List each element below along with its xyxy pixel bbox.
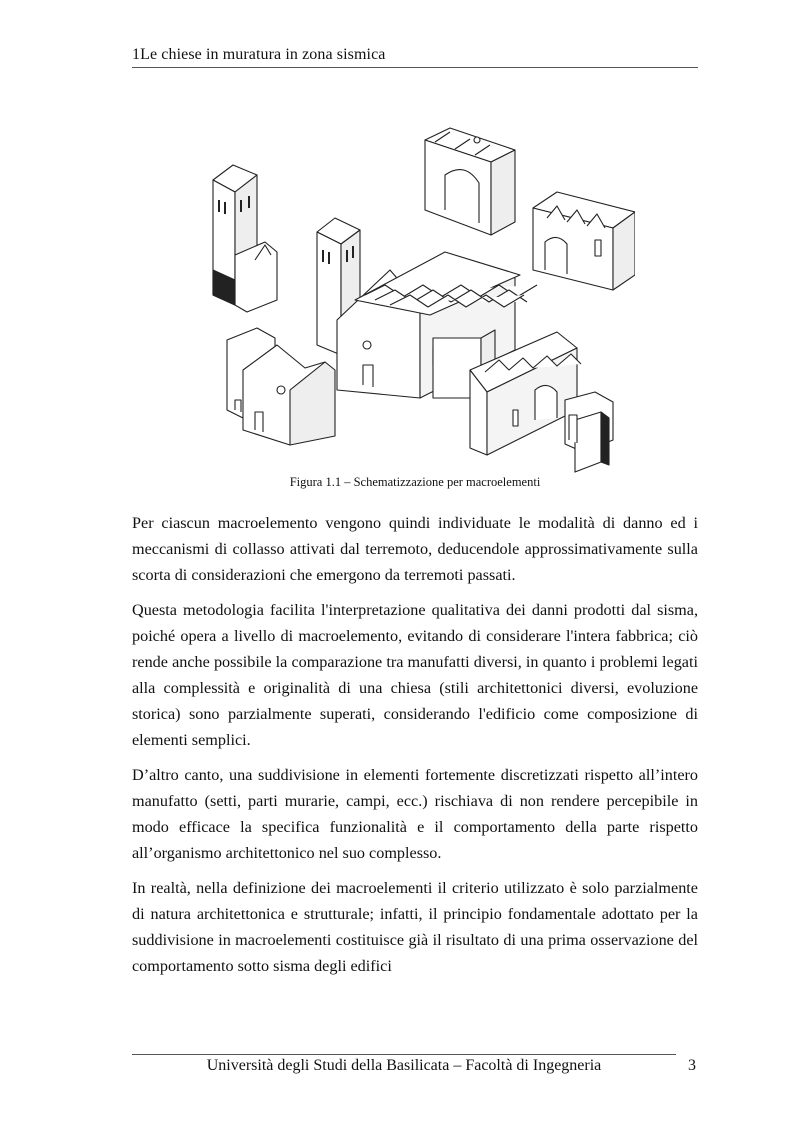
paragraph: In realtà, nella definizione dei macroelementi il criterio utilizzato è solo parzialmente di natura architettonica e strutturale; infatti, il principio fondamentale adottato per la suddivisione in macroelementi costituisce già il risultato di una prima osservazione del comportamento sotto sisma degli edifici <box>132 879 698 975</box>
apse-drawing <box>533 192 635 290</box>
paragraph: D’altro canto, una suddivisione in elementi fortemente discretizzati rispetto all’intero manufatto (setti, parti murarie, campi, ecc.) rischiava di non rendere percepibile in modo efficace la specifica funzionalità e il comportamento della parte rispetto all’organismo architettonico nel suo complesso. <box>132 766 698 862</box>
body-text <box>132 510 698 988</box>
footer-divider <box>132 1054 676 1055</box>
footer-institution: Università degli Studi della Basilicata – Facoltà di Ingegneria <box>206 1057 602 1074</box>
chapel-drawing <box>565 392 613 472</box>
paragraph: Questa metodologia facilita l'interpretazione qualitativa dei danni prodotti dal sisma, poiché opera a livello di macroelemento, evitando di considerare l'intera fabbrica; ciò rende anche possibile la comparazione tra manufatti diversi, in quanto i problemi legati alla complessità e originalità di una chiesa (stili architettonici diversi, evoluzione storica) sono parzialmente superati, considerando l'edificio come composizione di elementi semplici. <box>132 601 698 749</box>
header-divider <box>132 67 698 68</box>
triumphal-arch-drawing <box>425 128 515 235</box>
paragraph: Per ciascun macroelemento vengono quindi individuate le modalità di danno ed i meccanismi di collasso attivati dal terremoto, deducendole approssimativamente sulla scorta di considerazioni che emergono da terremoti passati. <box>132 514 698 584</box>
bell-tower-drawing <box>213 165 277 312</box>
figure-caption: Figura 1.1 – Schematizzazione per macroelementi <box>289 475 541 489</box>
figure-church-macroelements <box>195 100 635 478</box>
running-header: 1Le chiese in muratura in zona sismica <box>132 46 386 63</box>
page-number: 3 <box>688 1057 696 1074</box>
